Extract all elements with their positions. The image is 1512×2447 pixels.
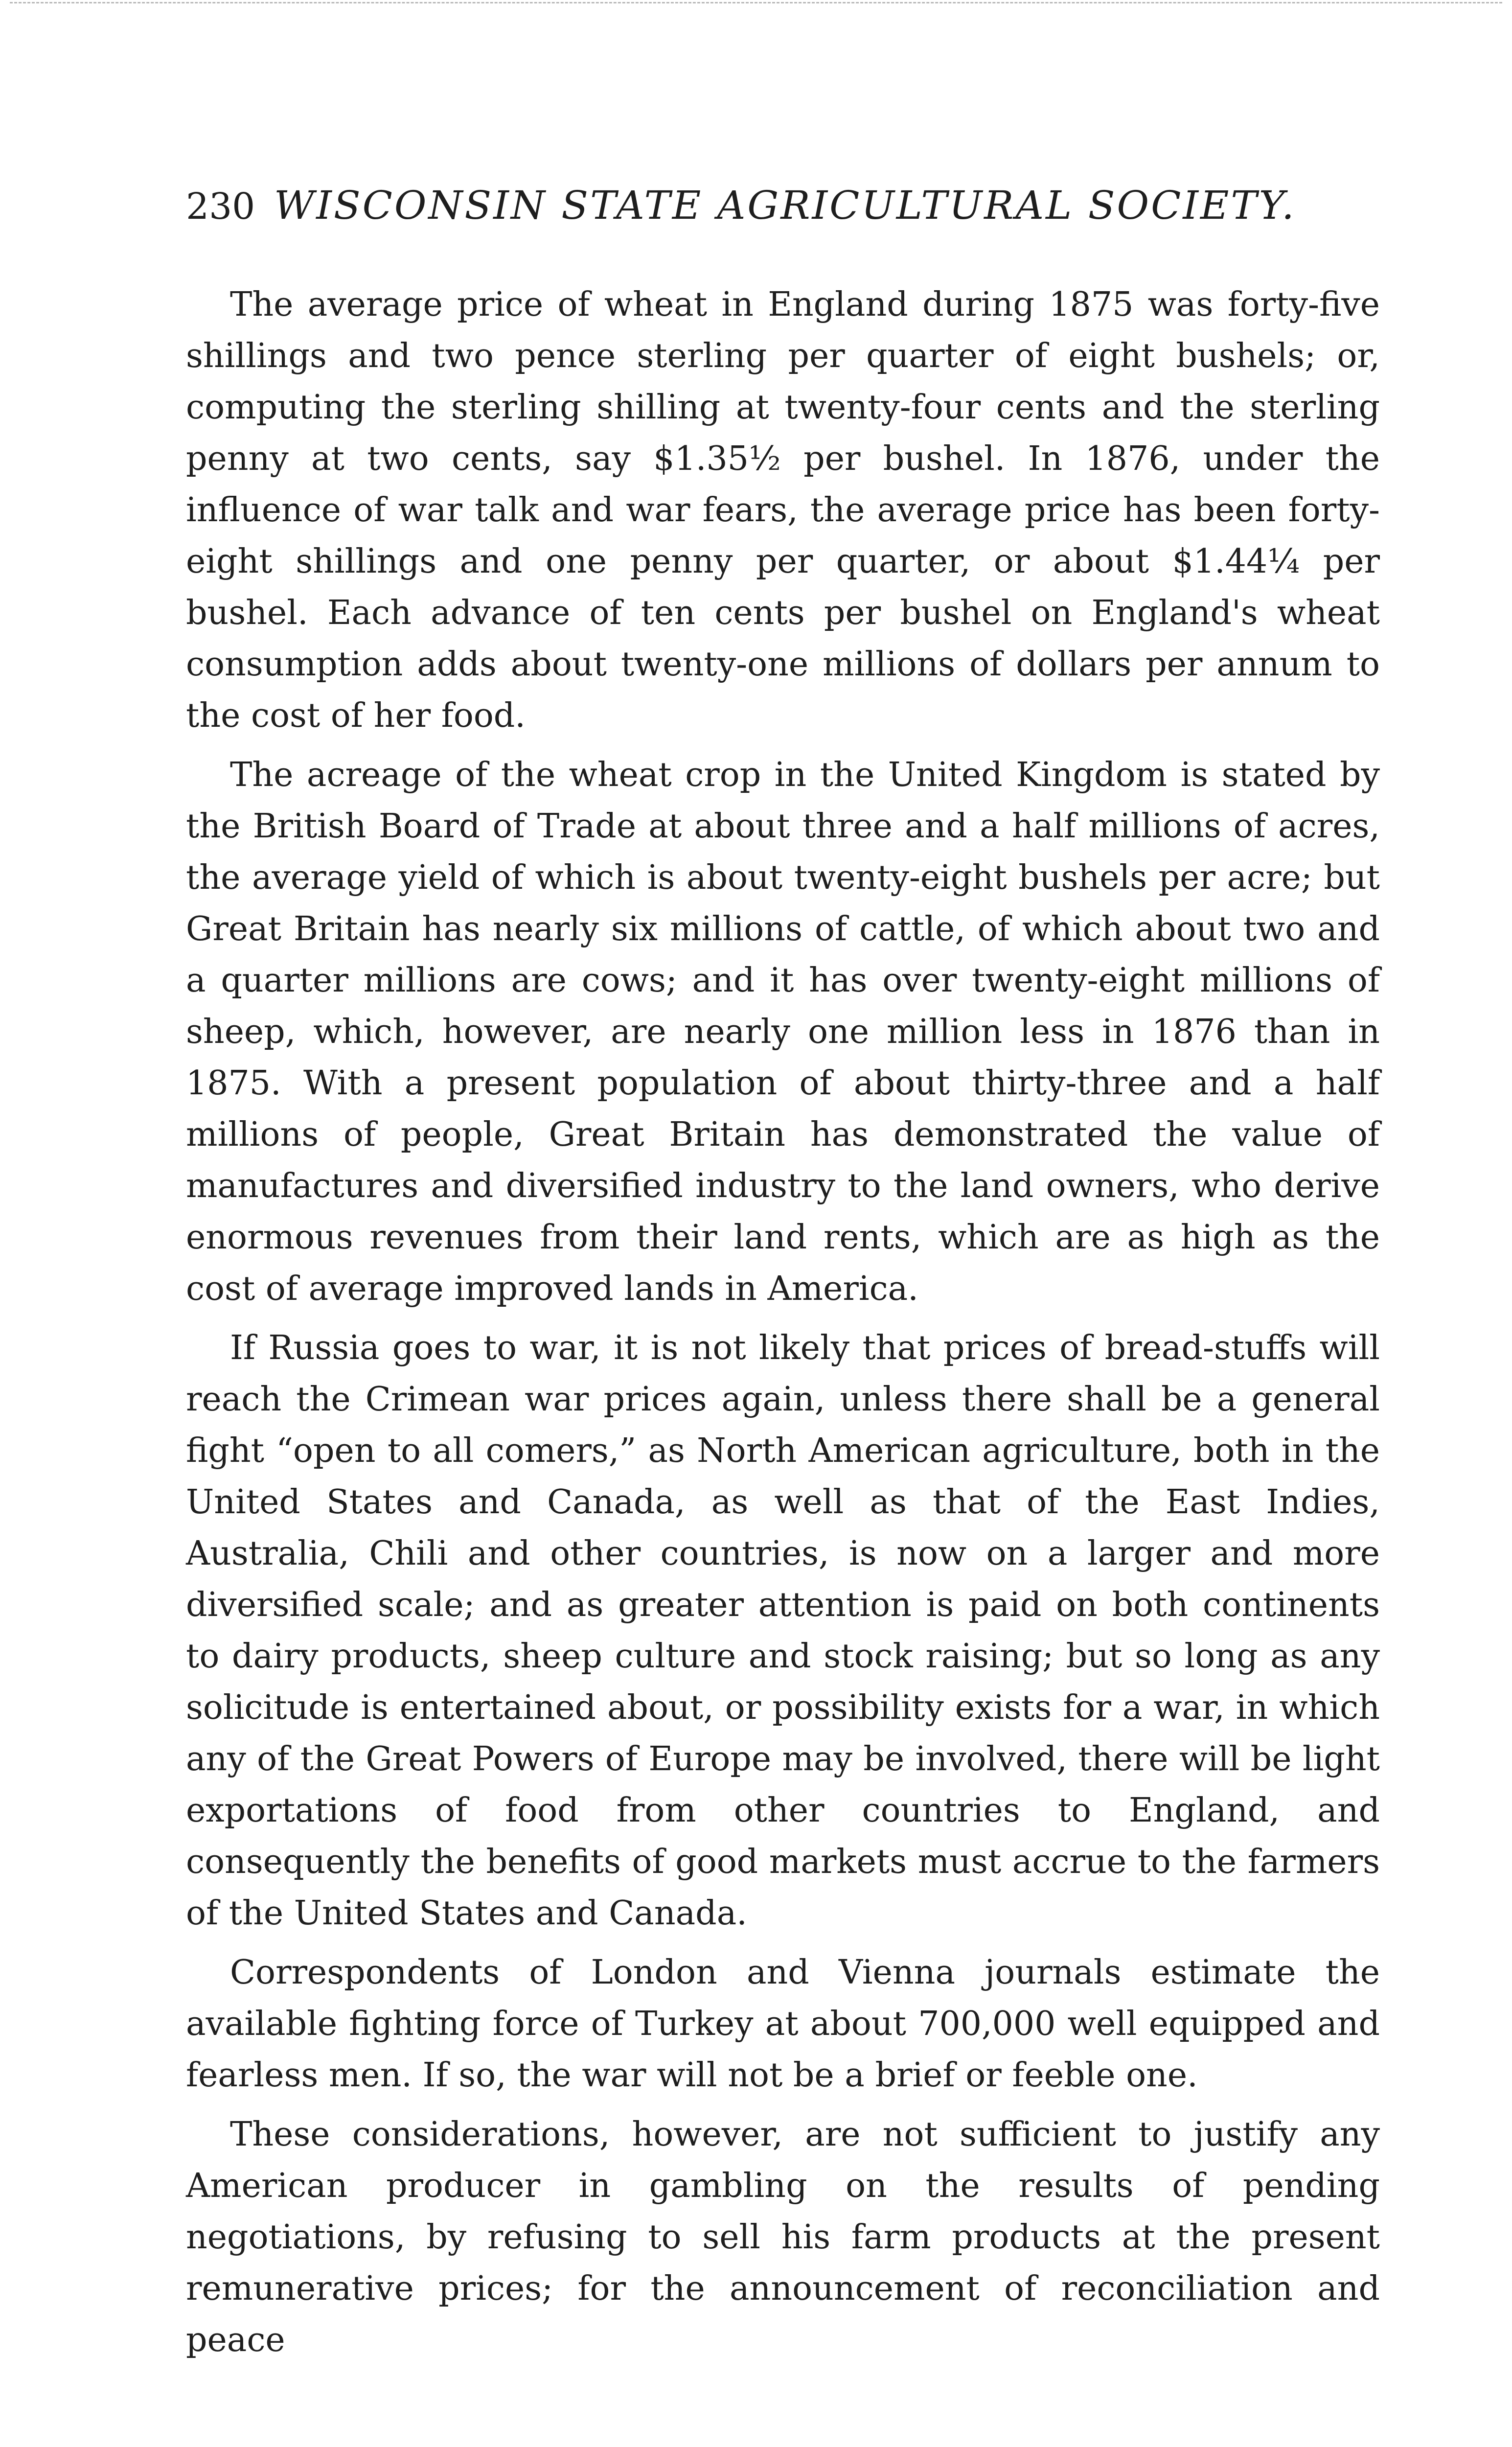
paragraph-turkey-forces: Correspondents of London and Vienna journals estimate the available fighting force of Turkey at about 700,000 well equipped and fearless men. If so, the war will not be a brief or feeble one. — [186, 1953, 1380, 2095]
paragraph-wheat-acreage-uk: The acreage of the wheat crop in the United Kingdom is stated by the British Board of Trade at about three and a half millions of acres, the average yield of which is about twenty-eight bushels per acre; but Great Britain has nearly six millions of cattle, of which about two and a quarter millions are cows; and it has over twenty-eight millions of sheep, which, however, are nearly one million less in 1876 than in 1875. With a present population of about thirty-three and a half millions of people, Great Britain has demonstrated the value of manufactures and diversified industry to the land owners, who derive enormous revenues from their land rents, which are as high as the cost of average improved lands in America. — [186, 756, 1380, 1308]
paragraph-considerations: These considerations, however, are not sufficient to justify any American producer in gambling on the results of pending negotiations, by refusing to sell his farm products at the present remunerative prices; for the announcement of reconciliation and peace — [186, 2115, 1380, 2359]
body-text — [186, 279, 1380, 2366]
paragraph-wheat-prices-england: The average price of wheat in England during 1875 was forty-five shillings and two pence sterling per quarter of eight bushels; or, computing the sterling shilling at twenty-four cents and the sterling penny at two cents, say $1.35½ per bushel. In 1876, under the influence of war talk and war fears, the average price has been forty-eight shillings and one penny per quarter, or about $1.44¼ per bushel. Each advance of ten cents per bushel on England's wheat consumption adds about twenty-one millions of dollars per annum to the cost of her food. — [186, 285, 1380, 735]
paragraph-russia-war: If Russia goes to war, it is not likely that prices of bread-stuffs will reach the Crimean war prices again, unless there shall be a general fight “open to all comers,” as North American agriculture, both in the United States and Canada, as well as that of the East Indies, Australia, Chili and other countries, is now on a larger and more diversified scale; and as greater attention is paid on both continents to dairy products, sheep culture and stock raising; but so long as any solicitude is entertained about, or possibility exists for a war, in which any of the Great Powers of Europe may be involved, there will be light exportations of food from other countries to England, and consequently the benefits of good markets must accrue to the farmers of the United States and Canada. — [186, 1329, 1380, 1933]
running-head — [186, 176, 1380, 250]
scan-top-edge — [10, 2, 1502, 3]
book-page — [186, 176, 1380, 2366]
page-number: 230 — [186, 185, 255, 228]
running-head-title: WISCONSIN STATE AGRICULTURAL SOCIETY. — [274, 183, 1296, 228]
